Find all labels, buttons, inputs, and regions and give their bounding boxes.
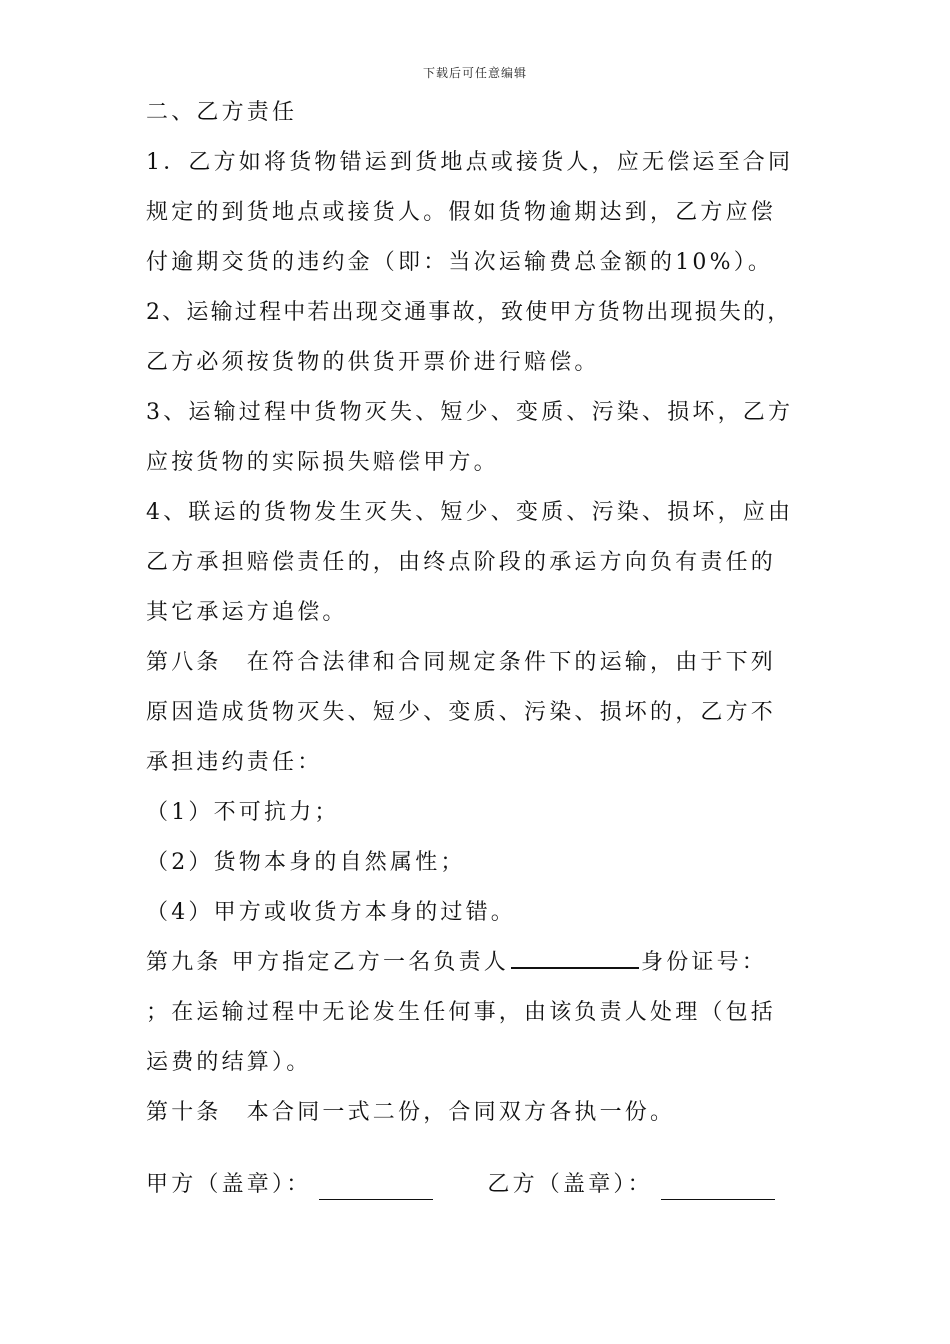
article-9-text-after: 身份证号： (641, 950, 768, 975)
article-9-line-2: ；在运输过程中无论发生任何事，由该负责人处理（包括 (146, 1000, 777, 1025)
clause-4-line-1: 4、联运的货物发生灭失、短少、变质、污染、损坏，应由 (146, 500, 794, 525)
article-10: 第十条 本合同一式二份，合同双方各执一份。 (146, 1100, 676, 1125)
party-b-signature (487, 1160, 774, 1210)
clause-4-line-3: 其它承运方追偿。 (146, 600, 348, 625)
party-a-label: 甲方（盖章）： (146, 1172, 312, 1197)
page-header-note: 下载后可任意编辑 (422, 66, 527, 80)
clause-2-line-1: 2、运输过程中若出现交通事故，致使甲方货物出现损失的， (146, 300, 792, 325)
clause-3-line-1: 3、运输过程中货物灭失、短少、变质、污染、损坏，乙方 (146, 400, 794, 425)
responsible-person-blank (511, 941, 639, 969)
party-b-label: 乙方（盖章）： (487, 1172, 653, 1197)
signature-row (146, 1160, 806, 1210)
article-9-line-3: 运费的结算）。 (146, 1050, 312, 1075)
article-8-line-1: 第八条 在符合法律和合同规定条件下的运输，由于下列 (146, 650, 777, 675)
clause-1-line-3: 付逾期交货的违约金（即：当次运输费总金额的10%）。 (146, 250, 774, 275)
party-a-seal-blank (319, 1171, 433, 1200)
article-9-text-before: 第九条 甲方指定乙方一名负责人 (146, 950, 509, 975)
exemption-item-1: （1）不可抗力； (146, 800, 340, 825)
clause-4-line-2: 乙方承担赔偿责任的，由终点阶段的承运方向负有责任的 (146, 550, 777, 575)
document-body (146, 88, 806, 1210)
clause-3-line-2: 应按货物的实际损失赔偿甲方。 (146, 450, 499, 475)
party-a-signature (146, 1160, 433, 1210)
article-8-line-2: 原因造成货物灭失、短少、变质、污染、损坏的，乙方不 (146, 700, 777, 725)
clause-1-line-2: 规定的到货地点或接货人。假如货物逾期达到，乙方应偿 (146, 200, 777, 225)
clause-1-line-1: 1．乙方如将货物错运到货地点或接货人，应无偿运至合同 (146, 150, 794, 175)
section-title: 二、乙方责任 (146, 100, 298, 125)
exemption-item-2: （2）货物本身的自然属性； (146, 850, 466, 875)
article-8-line-3: 承担违约责任： (146, 750, 323, 775)
party-b-seal-blank (661, 1171, 775, 1200)
clause-2-line-2: 乙方必须按货物的供货开票价进行赔偿。 (146, 350, 600, 375)
article-9-line-1 (146, 938, 806, 988)
exemption-item-3: （4）甲方或收货方本身的过错。 (146, 900, 516, 925)
